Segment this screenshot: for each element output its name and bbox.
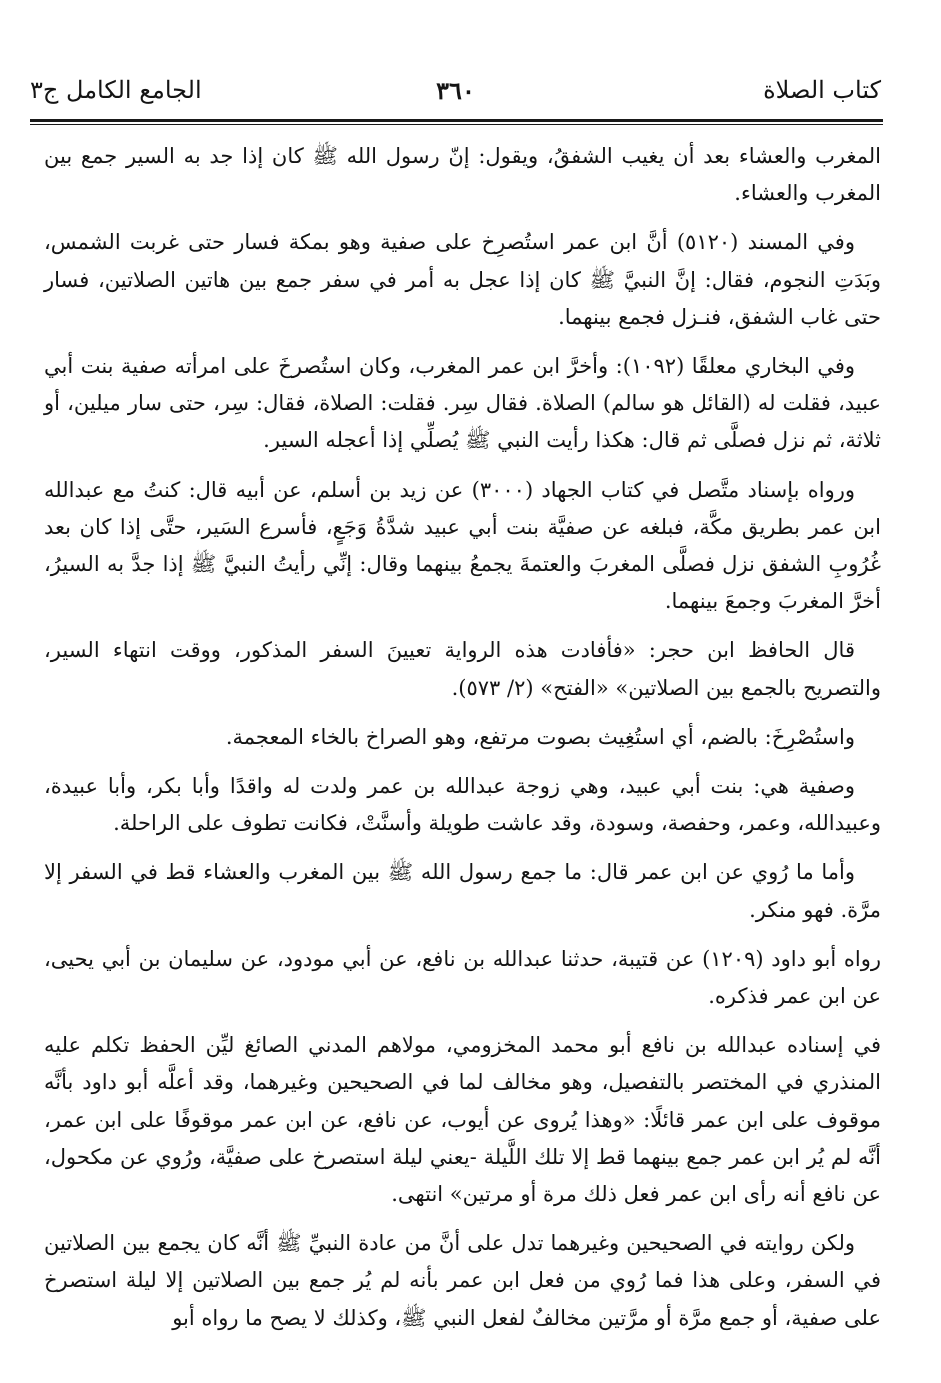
paragraph: قال الحافظ ابن حجر: «فأفادت هذه الرواية تعيينَ السفر المذكور، ووقت انتهاء السير، والتصريح بالجمع بين الصلاتين» «الفتح» (٢/ ٥٧٣).	[44, 638, 881, 700]
header-rule-thick	[30, 119, 883, 122]
running-header	[30, 76, 881, 114]
paragraph: ورواه بإسناد متَّصل في كتاب الجهاد (٣٠٠٠) عن زيد بن أسلم، عن أبيه قال: كنتُ مع عبدالله ابن عمر بطريق مكَّة، فبلغه عن صفيَّة بنت أبي عبيد شدَّةُ وَجَعٍ، فأسرع السَير، حتَّى إذا كان بعد غُرُوبِ الشفق نزل فصلَّى المغربَ والعتمةَ يجمعُ بينهما وقال: إنِّي رأيتُ النبيَّ ﷺ إذا جدَّ به السيرُ، أخرَّ المغربَ وجمعَ بينهما.	[44, 477, 881, 614]
paragraph: في إسناده عبدالله بن نافع أبو محمد المخزومي، مولاهم المدني الصائغ ليِّن الحفظ تكلم عليه المنذري في المختصر بالتفصيل، وهو مخالف لما في الصحيحين وغيرهما، وقد أعلَّه أبو داود بأنَّه موقوف على ابن عمر قائلًا: «وهذا يُروى عن أيوب، عن نافع، عن ابن عمر موقوفًا على ابن عمر، أنَّه لم يُر ابن عمر جمع بينهما قط إلا تلك اللَّيلة -يعني ليلة استصرخ على صفيَّة، ورُوي عن مكحول، عن نافع أنه رأى ابن عمر فعل ذلك مرة أو مرتين» انتهى.	[44, 1033, 881, 1207]
paragraph: واستُصْرِخَ: بالضم، أي استُغِيث بصوت مرتفع، وهو الصراخ بالخاء المعجمة.	[225, 724, 855, 749]
paragraph: وأما ما رُوي عن ابن عمر قال: ما جمع رسول الله ﷺ بين المغرب والعشاء قط في السفر إلا مرَّة. فهو منكر.	[44, 860, 881, 922]
page-body	[44, 138, 881, 1349]
chapter-title: كتاب الصلاة	[763, 76, 881, 104]
paragraph: وفي البخاري معلقًا (١٠٩٢): وأخرَّ ابن عمر المغرب، وكان استُصرخَ على امرأته صفية بنت أبي عبيد، فقلت له (القائل هو سالم) الصلاة. فقال سِر. فقلت: الصلاة، فقال: سِر، حتى سار ميلين، أو ثلاثة، ثم نزل فصلَّى ثم قال: هكذا رأيت النبي ﷺ يُصلِّي إذا أعجله السير.	[44, 354, 881, 453]
page-number: ٣٦٠	[436, 76, 475, 105]
paragraph: رواه أبو داود (١٢٠٩) عن قتيبة، حدثنا عبدالله بن نافع، عن أبي مودود، عن سليمان بن أبي يحيى، عن ابن عمر فذكره.	[44, 946, 882, 1009]
paragraph: وفي المسند (٥١٢٠) أنَّ ابن عمر استُصرِخ على صفية وهو بمكة فسار حتى غربت الشمس، وبَدَتِ النجوم، فقال: إنَّ النبيَّ ﷺ كان إذا عجل به أمر في سفر جمع بين هاتين الصلاتين، فسار حتى غاب الشفق، فنـزل فجمع بينهما.	[44, 230, 881, 329]
header-rule-thin	[30, 124, 883, 125]
book-title: الجامع الكامل ج٣	[30, 76, 202, 104]
paragraph: ولكن روايته في الصحيحين وغيرهما تدل على أنَّ من عادة النبيِّ ﷺ أنَّه كان يجمع بين الصلاتين في السفر، وعلى هذا فما رُوي من فعل ابن عمر بأنه لم يُر جمع بين الصلاتين إلا ليلة استصرخ على صفية، أو جمع مرَّة أو مرَّتين مخالفٌ لفعل النبي ﷺ، وكذلك لا يصح ما رواه أبو	[44, 1231, 881, 1330]
paragraph: وصفية هي: بنت أبي عبيد، وهي زوجة عبدالله بن عمر ولدت له واقدًا وأبا بكر، وأبا عبيدة، وعبيدالله، وعمر، وحفصة، وسودة، وقد عاشت طويلة وأسنَّتْ، فكانت تطوف على الراحلة.	[44, 774, 881, 836]
paragraph: المغرب والعشاء بعد أن يغيب الشفقُ، ويقول: إنّ رسول الله ﷺ كان إذا جد به السير جمع بين المغرب والعشاء.	[44, 144, 881, 206]
